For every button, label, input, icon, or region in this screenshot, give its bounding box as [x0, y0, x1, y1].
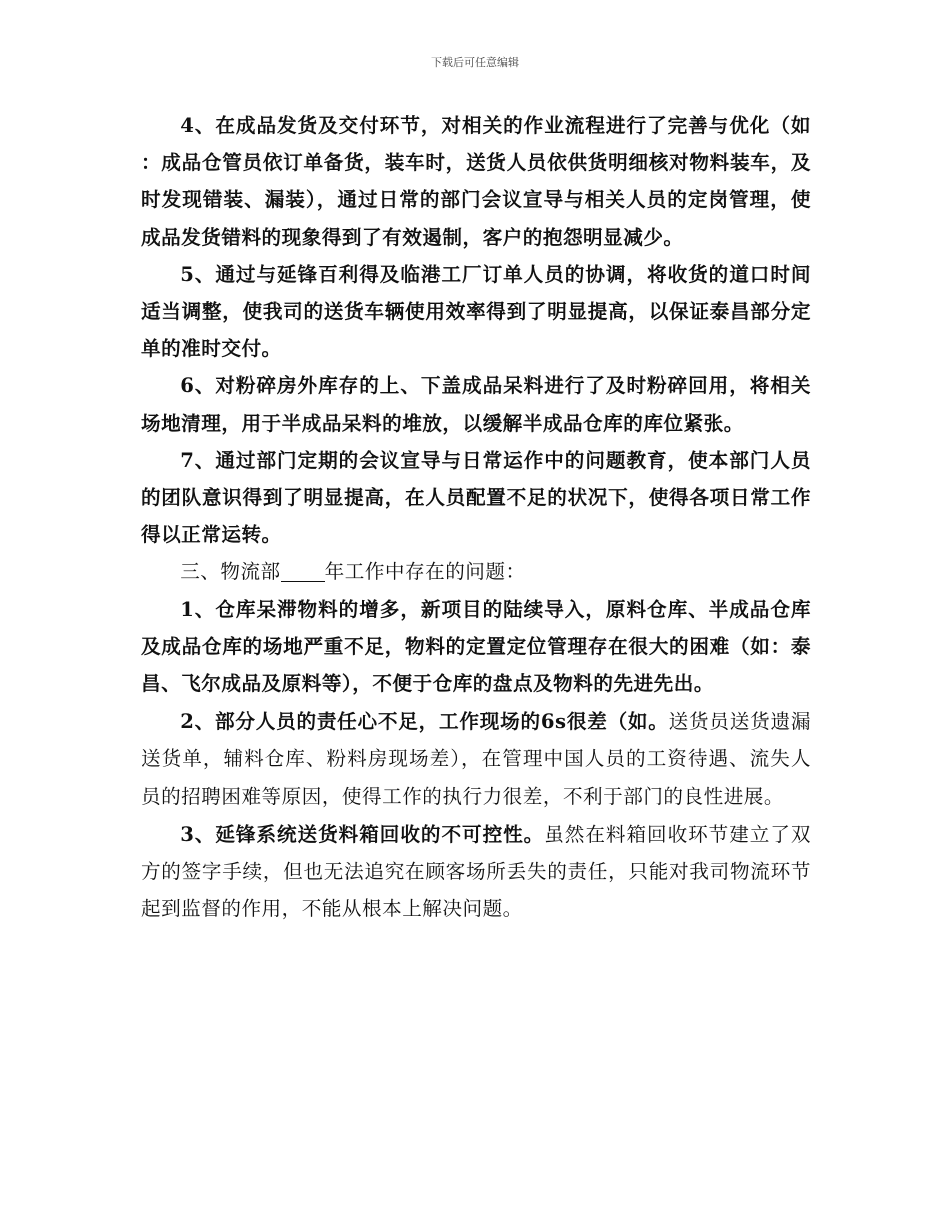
paragraph-item-5: 5、通过与延锋百利得及临港工厂订单人员的协调，将收货的道口时间适当调整，使我司的送货车辆使用效率得到了明显提高，以保证泰昌部分定单的准时交付。: [141, 262, 811, 361]
problem-item-2-lead: 2、部分人员的责任心不足，工作现场的6s很差（如。: [180, 710, 669, 734]
blank-year-underline: [281, 561, 325, 582]
problem-item-3-lead: 3、延锋系统送货料箱回收的不可控性。: [180, 822, 545, 846]
problem-item-3-body: 虽然在料箱回收环节建立了双方的签字手续，但也无法追究在顾客场所丢失的责任，只能对我司物流环节起到监督的作用，不能从根本上解决问题。: [141, 822, 811, 921]
problem-item-3: [141, 816, 811, 928]
problem-item-1: 1、仓库呆滞物料的增多，新项目的陆续导入，原料仓库、半成品仓库及成品仓库的场地严重不足，物料的定置定位管理存在很大的困难（如：泰昌、飞尔成品及原料等），不便于仓库的盘点及物料的先进先出。: [141, 597, 811, 696]
document-body: [141, 107, 811, 927]
section-heading-prefix: 三、物流部: [180, 560, 281, 584]
paragraph-item-7: 7、通过部门定期的会议宣导与日常运作中的问题教育，使本部门人员的团队意识得到了明显提高，在人员配置不足的状况下，使得各项日常工作得以正常运转。: [141, 448, 811, 547]
problem-item-2: [141, 703, 811, 815]
page-header-note: 下载后可任意编辑: [431, 56, 519, 69]
section-heading-suffix: 年工作中存在的问题：: [324, 560, 526, 584]
problem-item-2-body: 送货员送货遗漏送货单，辅料仓库、粉料房现场差），在管理中国人员的工资待遇、流失人员的招聘困难等原因，使得工作的执行力很差，不利于部门的良性进展。: [141, 710, 811, 808]
section-heading-3: [141, 553, 811, 590]
paragraph-item-4: 4、在成品发货及交付环节，对相关的作业流程进行了完善与优化（如：成品仓管员依订单备货，装车时，送货人员依供货明细核对物料装车，及时发现错装、漏装），通过日常的部门会议宣导与相关人员的定岗管理，使成品发货错料的现象得到了有效遏制，客户的抱怨明显减少。: [141, 114, 811, 249]
paragraph-item-6: 6、对粉碎房外库存的上、下盖成品呆料进行了及时粉碎回用，将相关场地清理，用于半成品呆料的堆放，以缓解半成品仓库的库位紧张。: [141, 374, 811, 435]
